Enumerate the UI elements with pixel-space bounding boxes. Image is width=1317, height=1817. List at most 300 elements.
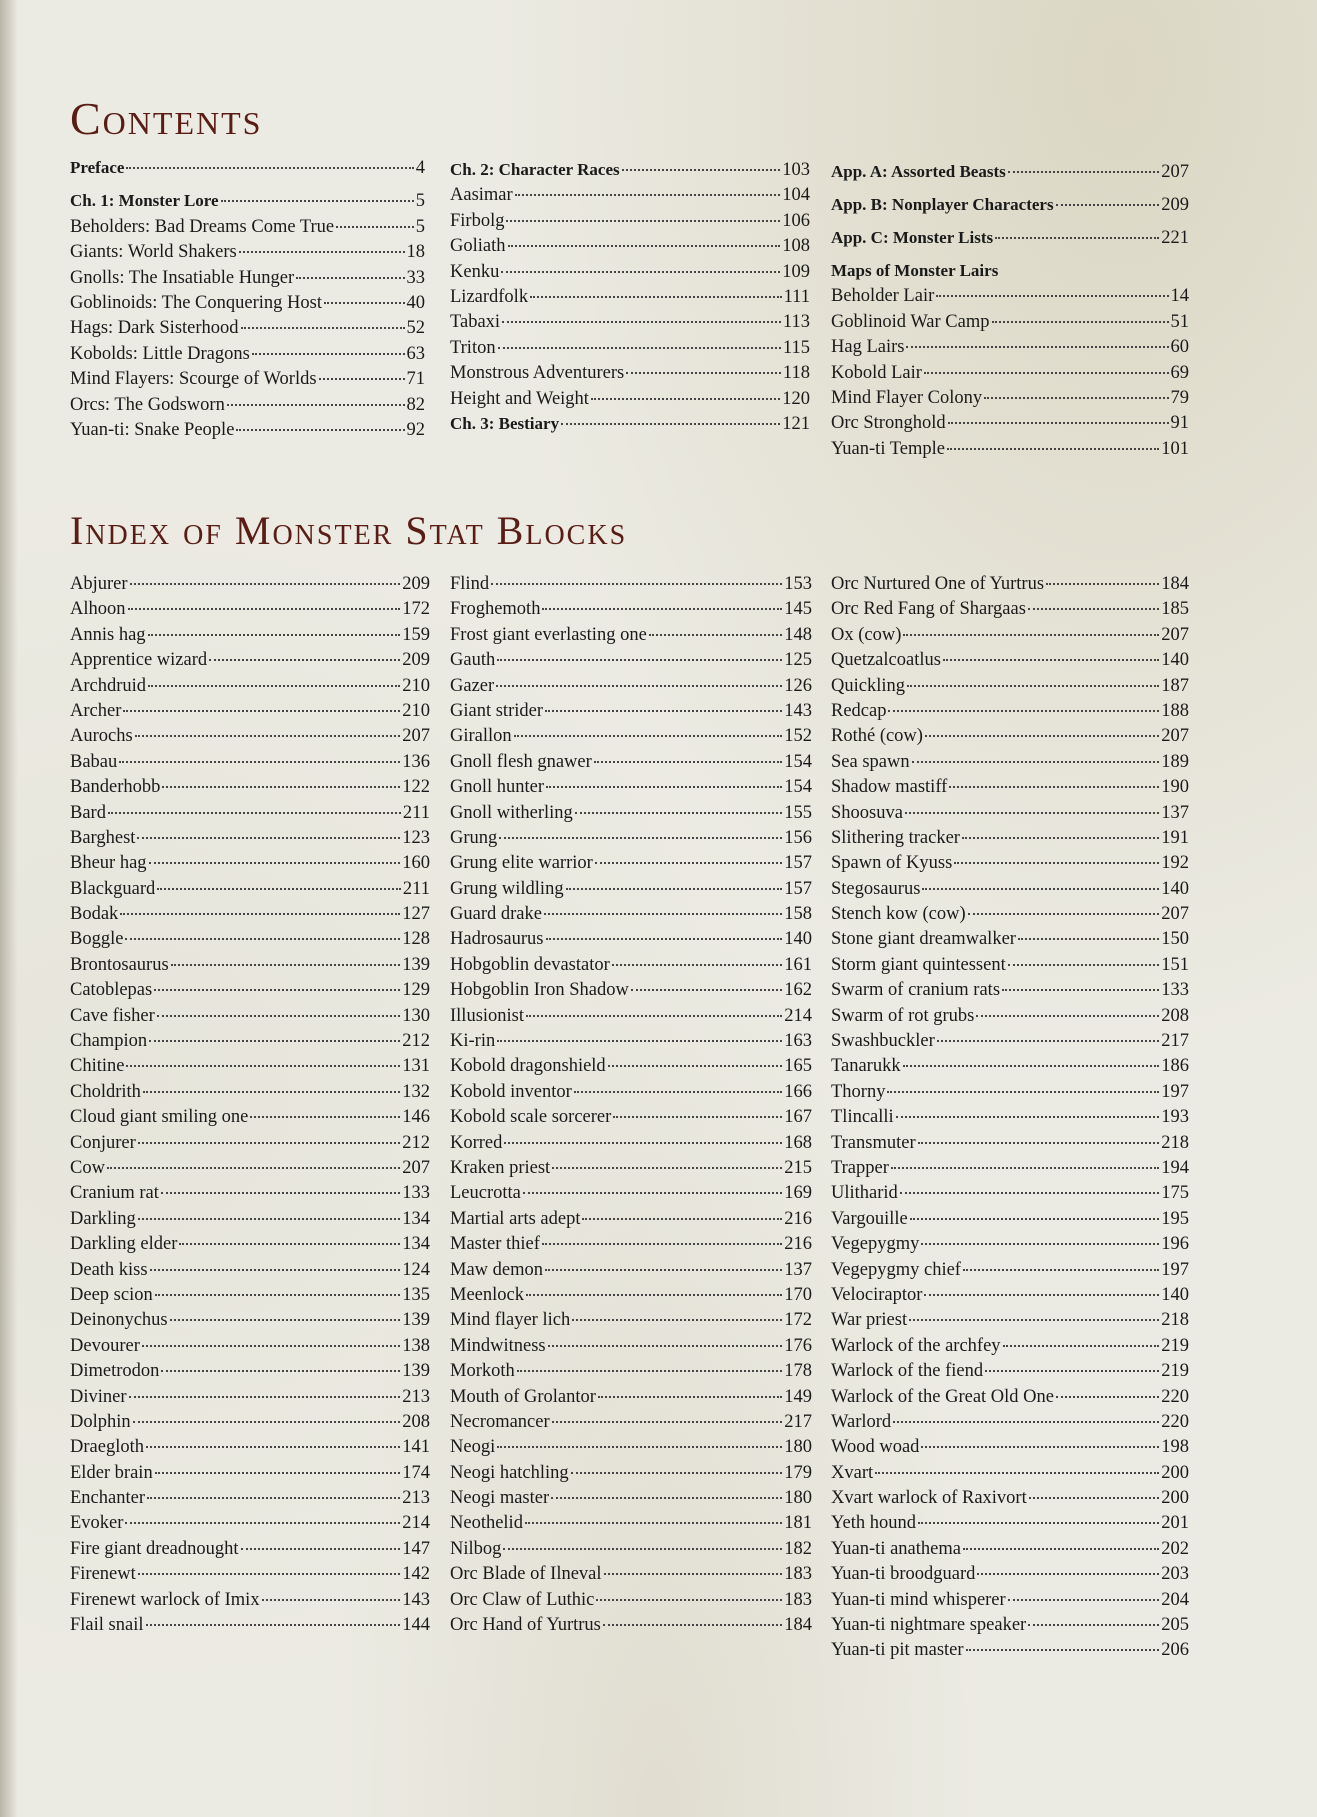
page-number: 139 bbox=[402, 954, 430, 975]
entry-label: Champion bbox=[70, 1031, 148, 1052]
page-number: 167 bbox=[784, 1107, 812, 1128]
dot-leader bbox=[155, 1294, 401, 1296]
dot-leader bbox=[157, 888, 401, 890]
entry-row bbox=[831, 1056, 1189, 1081]
entry-row bbox=[450, 1006, 812, 1031]
page-number: 194 bbox=[1161, 1157, 1189, 1178]
dot-leader bbox=[502, 321, 781, 323]
entry-label: Ch. 2: Character Races bbox=[450, 160, 620, 179]
dot-leader bbox=[542, 1243, 782, 1245]
page-number: 207 bbox=[402, 1157, 430, 1178]
entry-row bbox=[450, 287, 810, 312]
dot-leader bbox=[530, 296, 782, 298]
page-number: 60 bbox=[1170, 337, 1189, 358]
page-number: 213 bbox=[402, 1488, 430, 1509]
entry-label: Ch. 3: Bestiary bbox=[450, 413, 560, 433]
entry-label: Yuan-ti broodguard bbox=[831, 1564, 976, 1585]
dot-leader bbox=[907, 685, 1159, 687]
entry-row bbox=[70, 242, 425, 267]
entry-row bbox=[70, 701, 430, 726]
entry-label: Trapper bbox=[831, 1157, 889, 1178]
page-number: 197 bbox=[1161, 1259, 1189, 1280]
entry-row bbox=[450, 389, 810, 414]
entry-label: Kobold Lair bbox=[831, 362, 922, 383]
entry-label: Tlincalli bbox=[831, 1107, 894, 1128]
entry-row bbox=[70, 1260, 430, 1285]
entry-label: Lizardfolk bbox=[450, 286, 529, 307]
page-number: 197 bbox=[1161, 1081, 1189, 1102]
entry-label: Goliath bbox=[450, 236, 506, 257]
page-number: 207 bbox=[1161, 726, 1189, 747]
entry-label: Beholders: Bad Dreams Come True bbox=[70, 216, 335, 237]
entry-row bbox=[70, 1336, 430, 1361]
entry-label: Chitine bbox=[70, 1056, 125, 1077]
entry-label: Yeth hound bbox=[831, 1513, 916, 1534]
page-number: 160 bbox=[402, 853, 430, 874]
page-number: 180 bbox=[784, 1488, 812, 1509]
page-number: 79 bbox=[1170, 387, 1189, 408]
page-number: 139 bbox=[402, 1310, 430, 1331]
dot-leader bbox=[209, 659, 400, 661]
entry-label: Gnoll flesh gnawer bbox=[450, 751, 592, 772]
page-number: 174 bbox=[402, 1462, 430, 1483]
entry-row bbox=[450, 1463, 812, 1488]
dot-leader bbox=[506, 220, 780, 222]
entry-label: Stegosaurus bbox=[831, 878, 921, 899]
entry-label: Illusionist bbox=[450, 1005, 525, 1026]
page-number: 151 bbox=[1161, 954, 1189, 975]
dot-leader bbox=[499, 837, 782, 839]
entry-label: Grung bbox=[450, 827, 498, 848]
entry-label: Gnoll witherling bbox=[450, 802, 573, 823]
entry-label: Annis hag bbox=[70, 624, 146, 645]
dot-leader bbox=[591, 398, 780, 400]
entry-label: Archdruid bbox=[70, 675, 147, 696]
entry-row bbox=[831, 388, 1189, 413]
page-number: 139 bbox=[402, 1361, 430, 1382]
entry-label: Babau bbox=[70, 751, 118, 772]
page-number: 120 bbox=[782, 388, 810, 409]
dot-leader bbox=[143, 1091, 400, 1093]
dot-leader bbox=[903, 1065, 1160, 1067]
page-number: 182 bbox=[784, 1538, 812, 1559]
page-number: 154 bbox=[784, 751, 812, 772]
entry-label: Mind flayer lich bbox=[450, 1310, 571, 1331]
entry-label: Tabaxi bbox=[450, 312, 501, 333]
entry-row bbox=[70, 1209, 430, 1234]
entry-label: Cranium rat bbox=[70, 1183, 159, 1204]
page-number: 184 bbox=[1161, 574, 1189, 594]
entry-label: Swarm of cranium rats bbox=[831, 980, 1001, 1001]
entry-label: Aurochs bbox=[70, 726, 133, 747]
entry-row bbox=[831, 777, 1189, 802]
dot-leader bbox=[544, 913, 782, 915]
entry-row bbox=[831, 701, 1189, 726]
entry-row bbox=[831, 1082, 1189, 1107]
contents-column-1 bbox=[70, 158, 425, 445]
entry-row bbox=[450, 955, 812, 980]
entry-row bbox=[831, 599, 1189, 624]
dot-leader bbox=[296, 277, 404, 279]
page-number: 123 bbox=[402, 827, 430, 848]
entry-label: War priest bbox=[831, 1310, 908, 1331]
entry-row bbox=[450, 625, 812, 650]
page-number: 141 bbox=[402, 1437, 430, 1458]
section-subheading bbox=[831, 261, 1189, 286]
dot-leader bbox=[221, 200, 414, 202]
entry-row bbox=[70, 752, 430, 777]
entry-row bbox=[831, 1209, 1189, 1234]
dot-leader bbox=[523, 1192, 782, 1194]
entry-label: Frost giant everlasting one bbox=[450, 624, 647, 645]
entry-label: Necromancer bbox=[450, 1411, 550, 1432]
page-number: 218 bbox=[1161, 1310, 1189, 1331]
entry-row bbox=[450, 1336, 812, 1361]
dot-leader bbox=[120, 913, 400, 915]
dot-leader bbox=[649, 634, 782, 636]
entry-label: Shadow mastiff bbox=[831, 777, 948, 798]
dot-leader bbox=[947, 448, 1159, 450]
dot-leader bbox=[925, 735, 1159, 737]
entry-label: Girallon bbox=[450, 726, 512, 747]
entry-label: Ki-rin bbox=[450, 1031, 496, 1052]
entry-row bbox=[70, 268, 425, 293]
entry-row bbox=[831, 1234, 1189, 1259]
entry-label: Draegloth bbox=[70, 1437, 144, 1458]
entry-row bbox=[831, 803, 1189, 828]
entry-row bbox=[450, 752, 812, 777]
dot-leader bbox=[142, 1345, 400, 1347]
entry-label: App. B: Nonplayer Characters bbox=[831, 195, 1054, 214]
page-number: 200 bbox=[1161, 1488, 1189, 1509]
entry-row bbox=[831, 752, 1189, 777]
dot-leader bbox=[552, 1421, 783, 1423]
entry-row bbox=[831, 1590, 1189, 1615]
dot-leader bbox=[963, 1269, 1159, 1271]
page-number: 218 bbox=[1161, 1132, 1189, 1153]
entry-row bbox=[450, 338, 810, 363]
entry-label: Fire giant dreadnought bbox=[70, 1538, 239, 1559]
entry-label: Shoosuva bbox=[831, 802, 903, 823]
entry-row bbox=[831, 195, 1189, 228]
entry-row bbox=[450, 1488, 812, 1513]
entry-row bbox=[70, 1158, 430, 1183]
page-number: 103 bbox=[782, 160, 810, 180]
page-number: 143 bbox=[784, 700, 812, 721]
entry-row bbox=[831, 1361, 1189, 1386]
entry-label: Cloud giant smiling one bbox=[70, 1107, 249, 1128]
dot-leader bbox=[905, 812, 1159, 814]
page-number: 219 bbox=[1161, 1335, 1189, 1356]
dot-leader bbox=[125, 1522, 400, 1524]
page-number: 161 bbox=[784, 954, 812, 975]
dot-leader bbox=[985, 1370, 1159, 1372]
entry-row bbox=[831, 1183, 1189, 1208]
entry-label: Nilbog bbox=[450, 1538, 502, 1559]
entry-label: Mind Flayers: Scourge of Worlds bbox=[70, 369, 317, 390]
entry-row bbox=[70, 777, 430, 802]
dot-leader bbox=[888, 710, 1159, 712]
dot-leader bbox=[968, 913, 1160, 915]
entry-label: Slithering tracker bbox=[831, 827, 960, 848]
page-number: 207 bbox=[1161, 624, 1189, 645]
entry-label: Gazer bbox=[450, 675, 495, 696]
entry-row bbox=[831, 1031, 1189, 1056]
entry-row bbox=[70, 1437, 430, 1462]
entry-row bbox=[70, 574, 430, 599]
entry-label: Vegepygmy bbox=[831, 1234, 920, 1255]
page-number: 132 bbox=[402, 1081, 430, 1102]
page-number: 206 bbox=[1161, 1640, 1189, 1661]
page-number: 113 bbox=[782, 312, 810, 333]
page-number: 188 bbox=[1161, 700, 1189, 721]
entry-label: Redcap bbox=[831, 700, 887, 721]
index-column-3 bbox=[831, 574, 1189, 1666]
entry-row bbox=[450, 312, 810, 337]
page-number: 214 bbox=[784, 1005, 812, 1026]
dot-leader bbox=[514, 735, 783, 737]
page-number: 183 bbox=[784, 1564, 812, 1585]
dot-leader bbox=[1008, 1599, 1160, 1601]
dot-leader bbox=[574, 1091, 782, 1093]
dot-leader bbox=[154, 989, 400, 991]
entry-label: Froghemoth bbox=[450, 599, 541, 620]
dot-leader bbox=[146, 1624, 401, 1626]
dot-leader bbox=[155, 1472, 401, 1474]
entry-label: Hobgoblin devastator bbox=[450, 954, 610, 975]
entry-label: Neogi bbox=[450, 1437, 496, 1458]
page-number: 172 bbox=[402, 599, 430, 620]
entry-row bbox=[450, 803, 812, 828]
entry-row bbox=[70, 929, 430, 954]
entry-row bbox=[831, 1463, 1189, 1488]
dot-leader bbox=[324, 302, 405, 304]
entry-label: Monstrous Adventurers bbox=[450, 363, 625, 384]
dot-leader bbox=[150, 1269, 401, 1271]
entry-label: Giant strider bbox=[450, 700, 543, 721]
page-number: 195 bbox=[1161, 1208, 1189, 1229]
entry-row bbox=[450, 574, 812, 599]
entry-row bbox=[450, 414, 810, 439]
dot-leader bbox=[918, 1142, 1160, 1144]
entry-row bbox=[831, 337, 1189, 362]
dot-leader bbox=[943, 659, 1159, 661]
entry-row bbox=[450, 1133, 812, 1158]
entry-row bbox=[831, 676, 1189, 701]
entry-label: Goblinoid War Camp bbox=[831, 311, 990, 332]
dot-leader bbox=[893, 1421, 1159, 1423]
entry-row bbox=[450, 1590, 812, 1615]
dot-leader bbox=[125, 938, 400, 940]
index-column-2 bbox=[450, 574, 812, 1640]
page-number: 200 bbox=[1161, 1462, 1189, 1483]
dot-leader bbox=[146, 1446, 400, 1448]
entry-row bbox=[70, 625, 430, 650]
page-number: 168 bbox=[784, 1132, 812, 1153]
page-number: 129 bbox=[402, 980, 430, 1001]
entry-row bbox=[450, 1564, 812, 1589]
entry-label: Morkoth bbox=[450, 1361, 515, 1382]
dot-leader bbox=[148, 685, 400, 687]
entry-row bbox=[70, 217, 425, 242]
page-number: 33 bbox=[406, 267, 425, 288]
entry-row bbox=[450, 676, 812, 701]
contents-column-2 bbox=[450, 160, 810, 439]
entry-label: Orc Hand of Yurtrus bbox=[450, 1615, 601, 1636]
dot-leader bbox=[575, 812, 782, 814]
entry-row bbox=[831, 726, 1189, 751]
entry-label: Conjurer bbox=[70, 1132, 136, 1153]
dot-leader bbox=[138, 1142, 400, 1144]
entry-row bbox=[70, 980, 430, 1005]
entry-label: Bodak bbox=[70, 904, 119, 925]
entry-label: Spawn of Kyuss bbox=[831, 853, 953, 874]
entry-row bbox=[831, 650, 1189, 675]
entry-label: Banderhobb bbox=[70, 777, 161, 798]
page-number: 181 bbox=[784, 1513, 812, 1534]
page-number: 109 bbox=[782, 261, 810, 282]
entry-row bbox=[831, 1133, 1189, 1158]
entry-row bbox=[70, 191, 425, 216]
entry-label: Abjurer bbox=[70, 574, 128, 594]
entry-row bbox=[70, 1387, 430, 1412]
entry-label: Devourer bbox=[70, 1335, 140, 1356]
entry-label: Cow bbox=[70, 1157, 105, 1178]
dot-leader bbox=[525, 1522, 782, 1524]
entry-row bbox=[70, 1488, 430, 1513]
page-number: 144 bbox=[402, 1615, 430, 1636]
entry-label: Leucrotta bbox=[450, 1183, 521, 1204]
entry-label: Flind bbox=[450, 574, 490, 594]
page-number: 91 bbox=[1170, 413, 1189, 434]
page-number: 146 bbox=[402, 1107, 430, 1128]
page-number: 147 bbox=[402, 1538, 430, 1559]
dot-leader bbox=[503, 1548, 782, 1550]
page-number: 184 bbox=[784, 1615, 812, 1636]
entry-row bbox=[831, 1336, 1189, 1361]
entry-label: Neothelid bbox=[450, 1513, 523, 1534]
page-number: 140 bbox=[1161, 1284, 1189, 1305]
entry-row bbox=[831, 1260, 1189, 1285]
page-number: 213 bbox=[402, 1386, 430, 1407]
entry-label: Korred bbox=[450, 1132, 503, 1153]
entry-label: Warlock of the archfey bbox=[831, 1335, 1001, 1356]
entry-row bbox=[450, 1437, 812, 1462]
dot-leader bbox=[984, 397, 1168, 399]
entry-row bbox=[70, 1107, 430, 1132]
entry-row bbox=[450, 904, 812, 929]
page-number: 122 bbox=[402, 777, 430, 798]
entry-label: Apprentice wizard bbox=[70, 650, 208, 671]
entry-label: Yuan-ti: Snake People bbox=[70, 419, 235, 440]
entry-row bbox=[70, 369, 425, 394]
dot-leader bbox=[937, 1040, 1159, 1042]
entry-row bbox=[831, 1107, 1189, 1132]
entry-label: Hag Lairs bbox=[831, 337, 905, 358]
entry-label: App. C: Monster Lists bbox=[831, 228, 994, 247]
page-number: 186 bbox=[1161, 1056, 1189, 1077]
entry-row bbox=[70, 318, 425, 343]
entry-row bbox=[450, 363, 810, 388]
page-number: 210 bbox=[402, 700, 430, 721]
entry-row bbox=[450, 1513, 812, 1538]
contents-column-3 bbox=[831, 162, 1189, 464]
entry-row bbox=[831, 904, 1189, 929]
page-number: 140 bbox=[784, 929, 812, 950]
entry-row bbox=[450, 1285, 812, 1310]
entry-label: Mind Flayer Colony bbox=[831, 387, 983, 408]
dot-leader bbox=[133, 1421, 401, 1423]
dot-leader bbox=[227, 404, 405, 406]
dot-leader bbox=[626, 372, 781, 374]
dot-leader bbox=[162, 786, 400, 788]
entry-row bbox=[70, 1615, 430, 1640]
entry-label: Martial arts adept bbox=[450, 1208, 581, 1229]
book-spine-shadow bbox=[0, 0, 18, 1817]
page-number: 198 bbox=[1161, 1437, 1189, 1458]
page-number: 187 bbox=[1161, 675, 1189, 696]
page-number: 154 bbox=[784, 777, 812, 798]
dot-leader bbox=[319, 378, 405, 380]
page-number: 101 bbox=[1161, 438, 1189, 459]
entry-label: Ox (cow) bbox=[831, 624, 902, 645]
dot-leader bbox=[236, 429, 404, 431]
page-number: 157 bbox=[784, 853, 812, 874]
entry-row bbox=[70, 293, 425, 318]
entry-label: Darkling bbox=[70, 1208, 136, 1229]
page-number: 142 bbox=[402, 1564, 430, 1585]
page-number: 217 bbox=[1161, 1031, 1189, 1052]
dot-leader bbox=[963, 1548, 1159, 1550]
page-number: 192 bbox=[1161, 853, 1189, 874]
dot-leader bbox=[241, 1548, 401, 1550]
dot-leader bbox=[497, 1040, 782, 1042]
entry-row bbox=[70, 726, 430, 751]
dot-leader bbox=[949, 786, 1159, 788]
dot-leader bbox=[613, 1116, 782, 1118]
dot-leader bbox=[954, 862, 1159, 864]
entry-label: Maw demon bbox=[450, 1259, 543, 1280]
entry-row bbox=[450, 211, 810, 236]
page-number: 215 bbox=[784, 1157, 812, 1178]
entry-row bbox=[831, 1539, 1189, 1564]
entry-row bbox=[831, 853, 1189, 878]
entry-row bbox=[70, 1513, 430, 1538]
dot-leader bbox=[604, 1573, 783, 1575]
entry-label: Xvart warlock of Raxivort bbox=[831, 1488, 1027, 1509]
page-number: 133 bbox=[402, 1183, 430, 1204]
page-number: 190 bbox=[1161, 777, 1189, 798]
page-number: 163 bbox=[784, 1031, 812, 1052]
entry-label: Kobold scale sorcerer bbox=[450, 1107, 612, 1128]
entry-label: Ch. 1: Monster Lore bbox=[70, 191, 219, 211]
dot-leader bbox=[1018, 938, 1159, 940]
dot-leader bbox=[1056, 204, 1160, 206]
dot-leader bbox=[148, 634, 401, 636]
page-number: 209 bbox=[402, 574, 430, 594]
dot-leader bbox=[130, 583, 401, 585]
dot-leader bbox=[603, 1624, 782, 1626]
entry-row bbox=[831, 162, 1189, 195]
entry-row bbox=[450, 1539, 812, 1564]
entry-row bbox=[70, 1183, 430, 1208]
dot-leader bbox=[900, 1192, 1159, 1194]
entry-label: Neogi hatchling bbox=[450, 1462, 569, 1483]
dot-leader bbox=[161, 1370, 400, 1372]
page-number: 118 bbox=[782, 363, 810, 384]
entry-row bbox=[450, 879, 812, 904]
page-number: 82 bbox=[406, 394, 425, 415]
